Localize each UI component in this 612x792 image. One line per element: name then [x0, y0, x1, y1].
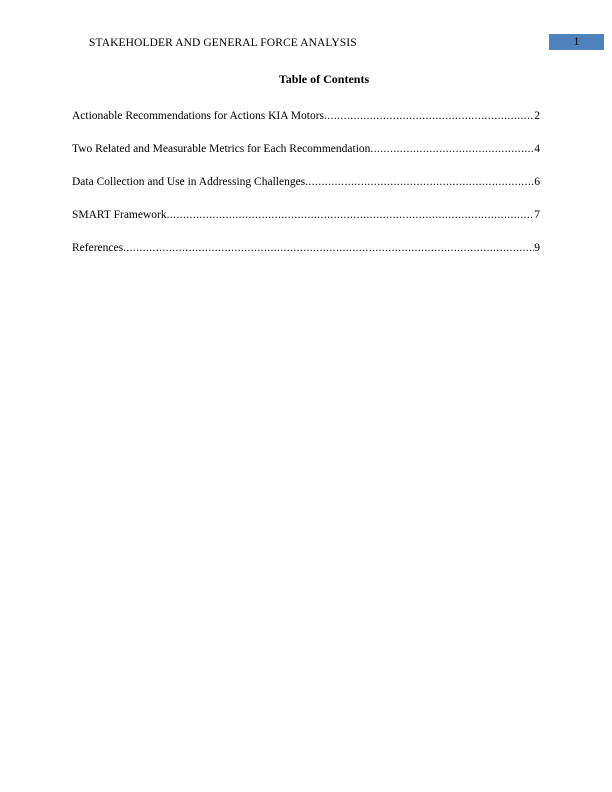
toc-entry-page[interactable]: 7 — [534, 209, 540, 221]
toc-entry-page[interactable]: 9 — [534, 242, 540, 254]
toc-dot-leader — [324, 110, 534, 122]
toc-entry-text[interactable]: References — [72, 242, 124, 254]
toc-entry-text[interactable]: Actionable Recommendations for Actions KIA Motors — [72, 110, 325, 122]
toc-entry[interactable] — [72, 176, 540, 209]
toc-entry-text[interactable]: SMART Framework — [72, 209, 167, 221]
toc-entry[interactable] — [72, 110, 540, 143]
toc-entry[interactable] — [72, 143, 540, 176]
toc-entry[interactable] — [72, 209, 540, 242]
toc-title: Table of Contents — [278, 72, 370, 86]
toc-dot-leader — [370, 143, 534, 155]
toc-list — [72, 110, 540, 275]
toc-entry-text[interactable]: Two Related and Measurable Metrics for Each Recommendation — [72, 143, 371, 155]
toc-entry-page[interactable]: 6 — [534, 176, 540, 188]
toc-entry-page[interactable]: 4 — [534, 143, 540, 155]
toc-entry[interactable] — [72, 242, 540, 275]
running-head: STAKEHOLDER AND GENERAL FORCE ANALYSIS — [89, 37, 357, 49]
toc-entry-text[interactable]: Data Collection and Use in Addressing Challenges — [72, 176, 306, 188]
toc-entry-page[interactable]: 2 — [534, 110, 540, 122]
toc-dot-leader — [305, 176, 534, 188]
page-number-badge: 1 — [549, 34, 604, 50]
toc-dot-leader — [167, 209, 535, 221]
toc-dot-leader — [123, 242, 534, 254]
